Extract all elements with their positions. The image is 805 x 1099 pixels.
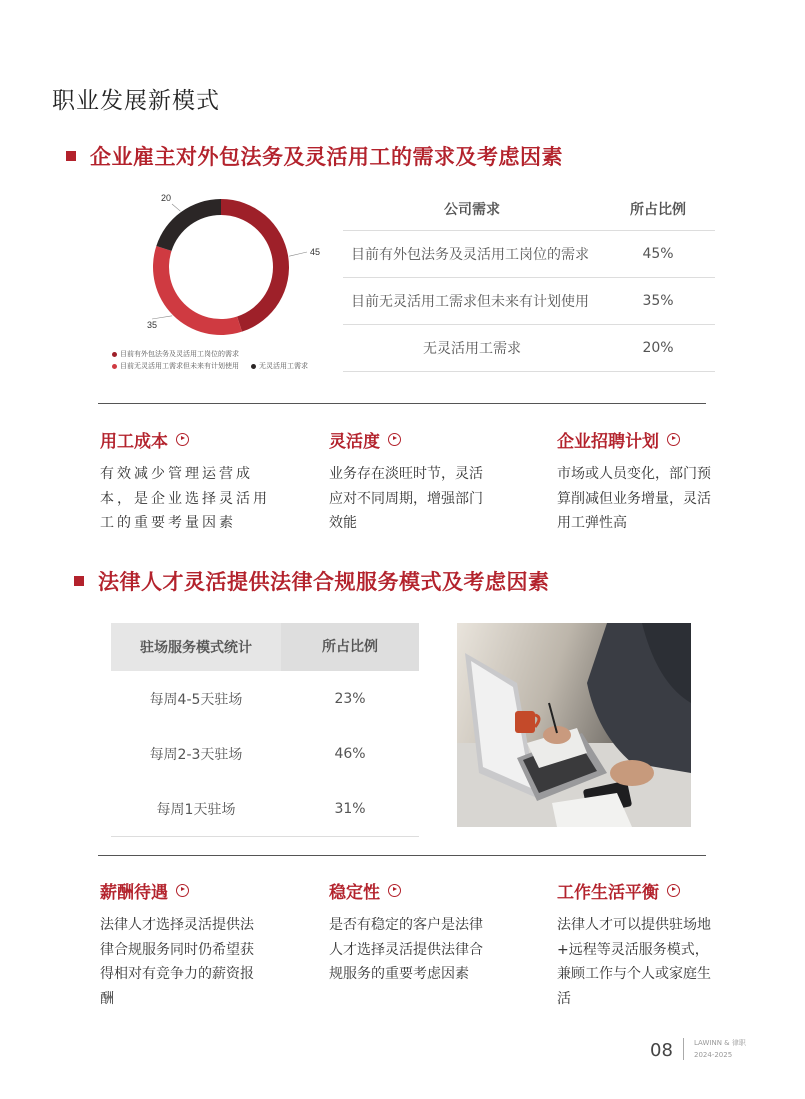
table-row xyxy=(111,781,419,836)
factor-title-text: 薪酬待遇 xyxy=(100,882,168,903)
footer-brand-name: LAWINN & 律职 xyxy=(694,1039,746,1047)
factor-desc: 法律人才选择灵活提供法律合规服务同时仍希望获得相对有竞争力的薪资报酬 xyxy=(100,917,254,1007)
footer-separator xyxy=(683,1038,684,1060)
chart-legend xyxy=(112,348,320,372)
legend-label: 目前无灵活用工需求但未来有计划使用 xyxy=(120,362,239,370)
table-cell: 45% xyxy=(642,246,674,262)
office-work-photo xyxy=(457,623,691,827)
table-row xyxy=(343,278,715,325)
legend-dot xyxy=(112,364,117,369)
company-demand-table xyxy=(343,187,715,372)
leader-line xyxy=(152,316,172,319)
legend-label: 无灵活用工需求 xyxy=(259,362,308,370)
factor-labor-cost xyxy=(100,426,275,536)
factor-title xyxy=(100,877,260,903)
donut-chart xyxy=(100,185,340,375)
factor-desc: 是否有稳定的客户是法律人才选择灵活提供法律合规服务的重要考虑因素 xyxy=(329,917,483,982)
legend-label: 目前有外包法务及灵活用工岗位的需求 xyxy=(120,350,239,358)
factor-title-text: 用工成本 xyxy=(100,431,168,452)
donut-chart-svg xyxy=(100,185,340,345)
table-cell: 31% xyxy=(334,800,366,817)
factor-title xyxy=(100,426,275,452)
factor-compensation xyxy=(100,877,260,1011)
factor-title xyxy=(329,877,489,903)
header-cell: 所占比例 xyxy=(281,623,419,671)
play-circle-icon xyxy=(667,884,680,897)
header-cell: 所占比例 xyxy=(630,201,686,218)
factor-desc: 法律人才可以提供驻场地+远程等灵活服务模式，兼顾工作与个人或家庭生活 xyxy=(557,917,711,1007)
factor-title-text: 企业招聘计划 xyxy=(557,431,659,452)
section-heading-employer-demand xyxy=(66,141,563,171)
table-header xyxy=(343,187,715,231)
page-title: 职业发展新模式 xyxy=(52,88,220,114)
legend-dot xyxy=(251,364,256,369)
table-cell: 每周1天驻场 xyxy=(156,801,236,818)
divider xyxy=(98,855,706,856)
table-cell: 23% xyxy=(334,690,366,707)
footer-brand xyxy=(694,1037,746,1061)
onsite-service-table xyxy=(111,623,419,837)
photo-illustration xyxy=(457,623,691,827)
factor-desc: 市场或人员变化，部门预算削减但业务增量，灵活用工弹性高 xyxy=(557,466,711,531)
donut-slice xyxy=(153,246,242,335)
table-row xyxy=(111,671,419,726)
leader-line xyxy=(172,204,180,211)
table-cell: 46% xyxy=(334,745,366,762)
factor-title xyxy=(557,877,712,903)
factor-title-text: 工作生活平衡 xyxy=(557,882,659,903)
play-circle-icon xyxy=(667,433,680,446)
data-label: 35 xyxy=(146,320,158,330)
table-header xyxy=(111,623,419,671)
factor-desc: 业务存在淡旺时节，灵活应对不同周期，增强部门效能 xyxy=(329,466,483,531)
table-cell: 每周2-3天驻场 xyxy=(149,746,243,763)
legend-dot xyxy=(112,352,117,357)
play-circle-icon xyxy=(388,433,401,446)
factor-desc: 有效减少管理运营成本，是企业选择灵活用工的重要考量因素 xyxy=(100,466,270,531)
table-row xyxy=(343,231,715,278)
section-heading-legal-talent xyxy=(74,566,550,596)
table-cell: 每周4-5天驻场 xyxy=(149,691,243,708)
play-circle-icon xyxy=(388,884,401,897)
factor-recruitment-plan xyxy=(557,426,717,536)
section-heading-text: 企业雇主对外包法务及灵活用工的需求及考虑因素 xyxy=(90,145,563,169)
header-cell: 驻场服务模式统计 xyxy=(111,637,281,657)
table-cell: 无灵活用工需求 xyxy=(423,341,521,357)
bullet-square xyxy=(66,151,76,161)
factor-work-life-balance xyxy=(557,877,712,1011)
table-row xyxy=(343,325,715,372)
table-row xyxy=(111,726,419,781)
play-circle-icon xyxy=(176,884,189,897)
footer-years: 2024-2025 xyxy=(694,1051,733,1059)
factor-title-text: 灵活度 xyxy=(329,431,380,452)
section-heading-text: 法律人才灵活提供法律合规服务模式及考虑因素 xyxy=(98,570,550,594)
table-cell: 目前无灵活用工需求但未来有计划使用 xyxy=(351,294,589,310)
table-cell: 20% xyxy=(642,340,674,356)
legend-item xyxy=(112,361,239,371)
donut-slice xyxy=(221,199,289,332)
factor-title xyxy=(557,426,717,452)
data-label: 20 xyxy=(160,193,172,203)
page-number: 08 xyxy=(650,1040,673,1061)
bullet-square xyxy=(74,576,84,586)
legend-item xyxy=(251,361,308,371)
factor-stability xyxy=(329,877,489,987)
data-label: 45 xyxy=(310,247,321,257)
legend-item xyxy=(112,349,239,359)
factor-title xyxy=(329,426,489,452)
factor-title-text: 稳定性 xyxy=(329,882,380,903)
divider xyxy=(98,403,706,404)
header-cell: 公司需求 xyxy=(444,201,500,218)
donut-slice xyxy=(156,199,221,251)
leader-line xyxy=(289,252,307,256)
table-cell: 目前有外包法务及灵活用工岗位的需求 xyxy=(351,247,589,263)
factor-flexibility xyxy=(329,426,489,536)
table-cell: 35% xyxy=(642,293,674,309)
play-circle-icon xyxy=(176,433,189,446)
